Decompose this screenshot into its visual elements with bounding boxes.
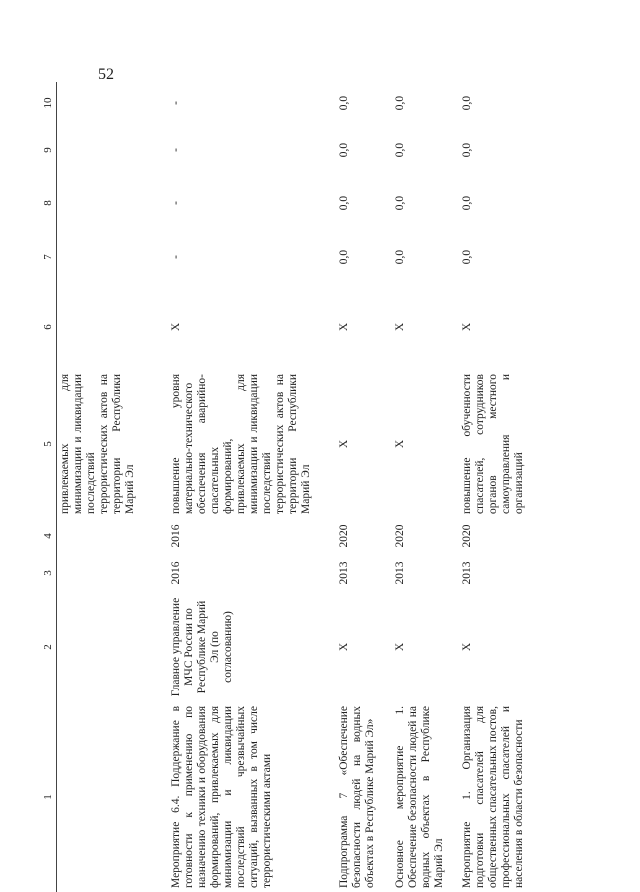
indicator: Х [393,439,406,449]
responsible: Главное управление МЧС России по Республике Марий Эл (по согласованию) [169,597,234,697]
col-7: - [169,255,182,259]
col-6: Х [337,322,350,332]
col-9 [57,124,165,176]
col-8: 0,0 [337,195,350,211]
column-header: 6 [40,284,57,370]
responsible: Х [337,642,350,652]
event-name: Мероприятие 6.4. Поддержание в готовности к применению по назначению техники и оборудования формирований, привлекаемых для минимизации и ликвидации последствий чрезвычайных ситуаций, вызванных в том числе террористическими актами [169,706,273,888]
start-year: 2016 [169,561,182,585]
start-year: 2013 [337,561,350,585]
col-10: 0,0 [393,95,406,111]
responsible: Х [393,642,406,652]
event-name: Основное мероприятие 1. Обеспечение безопасности людей на водных объектах в Республике Марий Эл [393,706,445,888]
table-row [165,82,333,892]
col-10: 0,0 [460,95,473,111]
event-name: Подпрограмма 7 «Обеспечение безопасности людей на водных объектах в Республике Марий Эл» [337,706,376,888]
col-10: - [169,101,182,105]
col-7: 0,0 [337,249,350,265]
indicator: повышение обученности спасателей, сотрудников органов местного самоуправления и организаций [460,374,525,514]
column-header: 2 [40,592,57,702]
col-6 [57,284,165,370]
column-number-row [40,82,57,892]
col-8 [57,176,165,230]
table-row [456,82,536,892]
col-6: Х [393,322,406,332]
event-name [57,702,165,892]
start-year: 2013 [393,561,406,585]
col-10 [57,82,165,124]
col-8: 0,0 [393,195,406,211]
event-name: Мероприятие 1. Организация подготовки спасателей для общественных спасательных постов, профессиональных спасателей и населения в области безопасности [460,706,525,888]
indicator: повышение уровня материально-технического обеспечения аварийно-спасательных формирований, привлекаемых для минимизации и ликвидации последствий террористических актов на территории Республики Марий Эл [169,374,312,514]
col-7: 0,0 [460,249,473,265]
col-8: - [169,201,182,205]
end-year: 2020 [393,524,406,548]
column-header: 10 [40,82,57,124]
table-row [333,82,389,892]
table-row [57,82,165,892]
col-9: 0,0 [337,142,350,158]
responsible: Х [460,642,473,652]
table-row [389,82,456,892]
column-header: 9 [40,124,57,176]
col-6: Х [169,322,182,332]
program-table [40,82,536,892]
col-9: - [169,148,182,152]
end-year [57,518,165,554]
indicator: Х [337,439,350,449]
col-7: 0,0 [393,249,406,265]
end-year: 2016 [169,524,182,548]
start-year [57,554,165,592]
col-10: 0,0 [337,95,350,111]
column-header: 3 [40,554,57,592]
col-9: 0,0 [460,142,473,158]
rotated-table-sheet [40,82,525,892]
column-header: 4 [40,518,57,554]
responsible [57,592,165,702]
end-year: 2020 [337,524,350,548]
col-7 [57,230,165,284]
column-header: 7 [40,230,57,284]
col-9: 0,0 [393,142,406,158]
column-header: 8 [40,176,57,230]
indicator: привлекаемых для минимизации и ликвидации последствий террористических актов на территории Республики Марий Эл [59,374,136,514]
col-6: Х [460,322,473,332]
start-year: 2013 [460,561,473,585]
column-header: 1 [40,702,57,892]
end-year: 2020 [460,524,473,548]
page-number: 52 [98,66,114,83]
col-8: 0,0 [460,195,473,211]
column-header: 5 [40,370,57,518]
